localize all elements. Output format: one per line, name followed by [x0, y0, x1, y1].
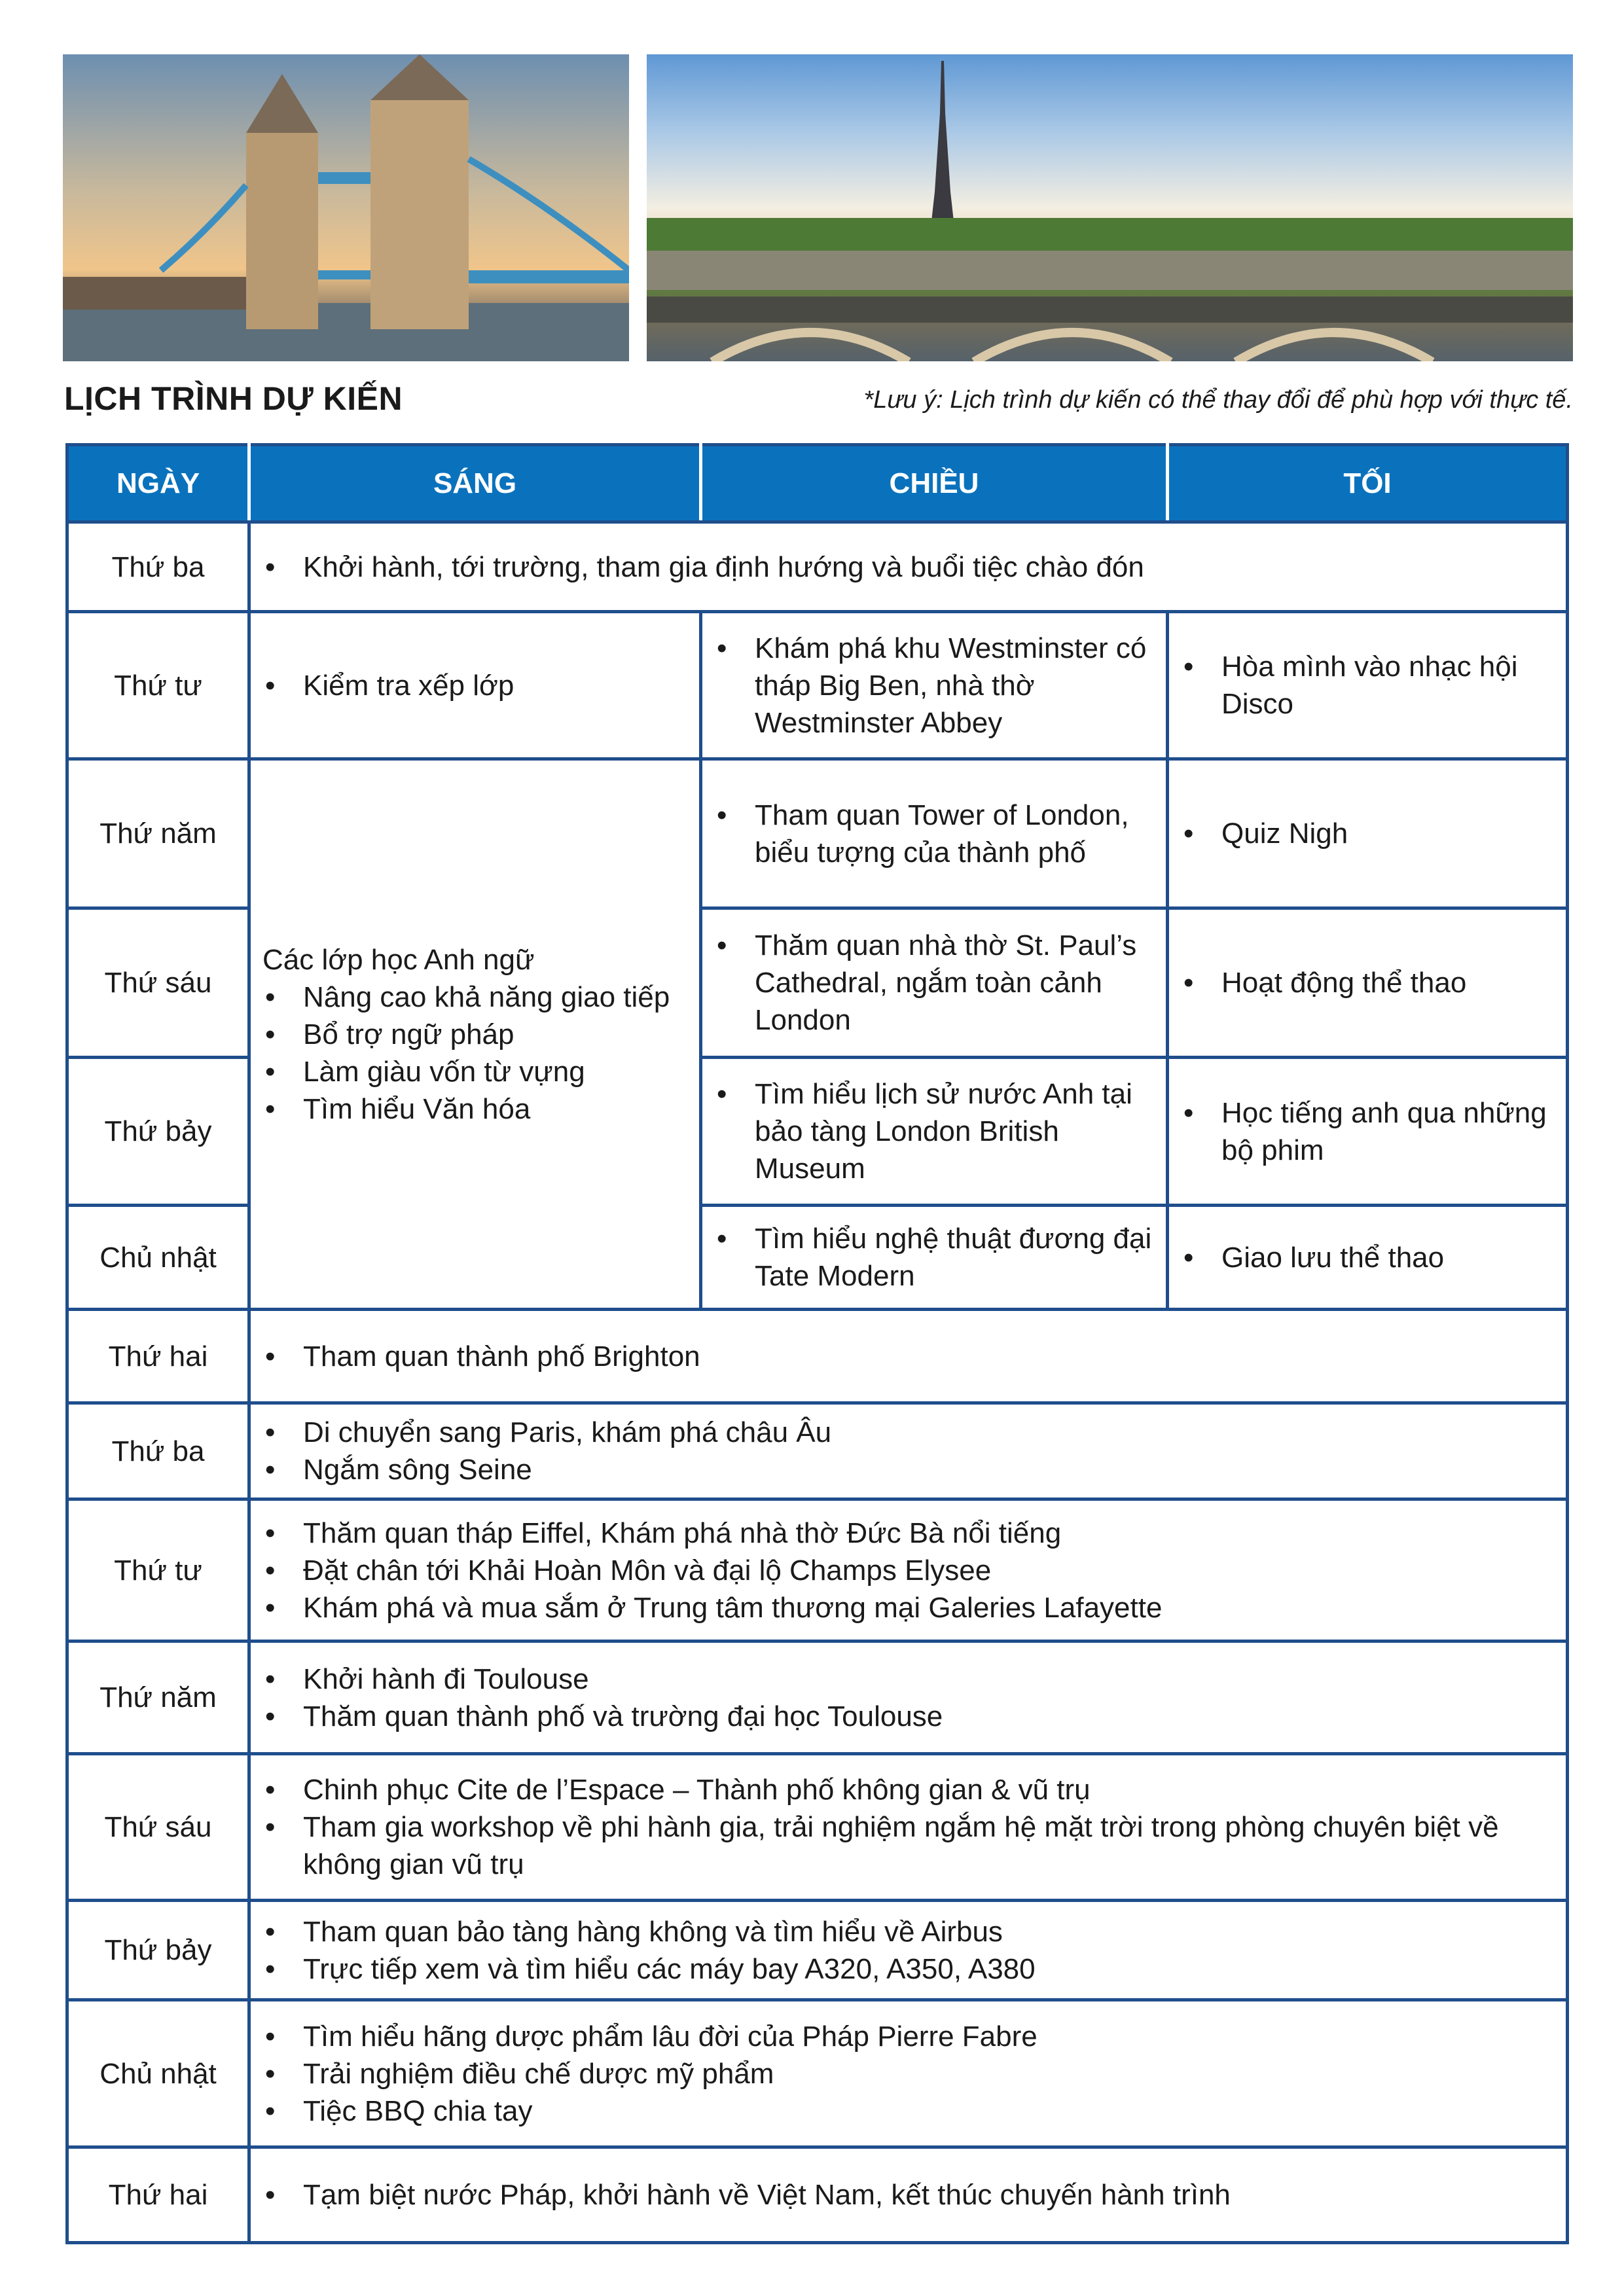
table-row: [67, 522, 1568, 612]
list-item: • Khởi hành, tới trường, tham gia định hướng và buổi tiệc chào đón: [262, 548, 1554, 586]
table-row: [67, 1641, 1568, 1754]
day-cell: Thứ năm: [67, 1641, 249, 1754]
table-row: [67, 1499, 1568, 1641]
activity-cell: [249, 2147, 1568, 2243]
afternoon-cell: [701, 1058, 1168, 1206]
list-item: • Học tiếng anh qua những bộ phim: [1181, 1094, 1554, 1169]
table-row: [67, 1310, 1568, 1403]
english-classes-heading: Các lớp học Anh ngữ: [262, 943, 535, 976]
table-row: [67, 1754, 1568, 1901]
activity-cell: [249, 2000, 1568, 2147]
day-cell: Chủ nhật: [67, 2000, 249, 2147]
table-row: [67, 2000, 1568, 2147]
list-item: • Tạm biệt nước Pháp, khởi hành về Việt Nam, kết thúc chuyến hành trình: [262, 2176, 1554, 2214]
activity-cell: [249, 1499, 1568, 1641]
list-item: • Tiệc BBQ chia tay: [262, 2092, 1554, 2130]
list-item: • Thăm quan thành phố và trường đại học Toulouse: [262, 1698, 1554, 1735]
list-item: • Làm giàu vốn từ vựng: [262, 1053, 687, 1090]
list-item: • Tìm hiểu Văn hóa: [262, 1090, 687, 1128]
list-item: • Hòa mình vào nhạc hội Disco: [1181, 648, 1554, 723]
morning-cell: [249, 612, 701, 759]
evening-cell: [1168, 1058, 1568, 1206]
activity-cell: [249, 522, 1568, 612]
day-cell: Thứ bảy: [67, 1901, 249, 2000]
activity-cell: [249, 1901, 1568, 2000]
day-cell: Thứ ba: [67, 522, 249, 612]
column-header-evening: TỐI: [1168, 445, 1568, 522]
list-item: • Quiz Nigh: [1181, 815, 1554, 852]
day-cell: Thứ năm: [67, 759, 249, 908]
list-item: • Khám phá khu Westminster có tháp Big Ben, nhà thờ Westminster Abbey: [714, 630, 1154, 742]
day-cell: Chủ nhật: [67, 1206, 249, 1310]
list-item: • Đặt chân tới Khải Hoàn Môn và đại lộ Champs Elysee: [262, 1552, 1554, 1589]
english-classes-cell: [249, 759, 701, 1310]
eiffel-tower-photo: [647, 54, 1573, 361]
list-item: • Tham gia workshop về phi hành gia, trải nghiệm ngắm hệ mặt trời trong phòng chuyên biệt về không gian vũ trụ: [262, 1808, 1554, 1883]
list-item: • Thăm quan tháp Eiffel, Khám phá nhà thờ Đức Bà nổi tiếng: [262, 1515, 1554, 1552]
list-item: • Ngắm sông Seine: [262, 1451, 1554, 1488]
evening-cell: [1168, 612, 1568, 759]
list-item: • Tìm hiểu hãng dược phẩm lâu đời của Pháp Pierre Fabre: [262, 2018, 1554, 2055]
table-row: [67, 1901, 1568, 2000]
afternoon-cell: [701, 612, 1168, 759]
afternoon-cell: [701, 1206, 1168, 1310]
afternoon-cell: [701, 759, 1168, 908]
page-title: LỊCH TRÌNH DỰ KIẾN: [64, 380, 403, 417]
list-item: • Khám phá và mua sắm ở Trung tâm thương mại Galeries Lafayette: [262, 1589, 1554, 1626]
activity-cell: [249, 1754, 1568, 1901]
list-item: • Tham quan Tower of London, biểu tượng của thành phố: [714, 797, 1154, 871]
activity-cell: [249, 1641, 1568, 1754]
day-cell: Thứ tư: [67, 1499, 249, 1641]
table-row: [67, 1403, 1568, 1499]
list-item: • Tham quan bảo tàng hàng không và tìm hiểu về Airbus: [262, 1913, 1554, 1950]
table-row: [67, 2147, 1568, 2243]
list-item: • Khởi hành đi Toulouse: [262, 1660, 1554, 1698]
table-header-row: [67, 445, 1568, 522]
evening-cell: [1168, 1206, 1568, 1310]
list-item: • Kiểm tra xếp lớp: [262, 667, 687, 704]
day-cell: Thứ sáu: [67, 908, 249, 1058]
list-item: • Tìm hiểu lịch sử nước Anh tại bảo tàng London British Museum: [714, 1075, 1154, 1187]
evening-cell: [1168, 759, 1568, 908]
column-header-morning: SÁNG: [249, 445, 701, 522]
day-cell: Thứ sáu: [67, 1754, 249, 1901]
schedule-note: *Lưu ý: Lịch trình dự kiến có thể thay đổi để phù hợp với thực tế.: [863, 386, 1573, 414]
afternoon-cell: [701, 908, 1168, 1058]
day-cell: Thứ ba: [67, 1403, 249, 1499]
activity-cell: [249, 1310, 1568, 1403]
table-row: [67, 612, 1568, 759]
schedule-table: [65, 443, 1569, 2244]
activity-cell: [249, 1403, 1568, 1499]
column-header-afternoon: CHIỀU: [701, 445, 1168, 522]
list-item: • Hoạt động thể thao: [1181, 964, 1554, 1001]
day-cell: Thứ tư: [67, 612, 249, 759]
tower-bridge-photo: [63, 54, 629, 361]
list-item: • Tham quan thành phố Brighton: [262, 1338, 1554, 1375]
list-item: • Giao lưu thể thao: [1181, 1239, 1554, 1276]
day-cell: Thứ hai: [67, 1310, 249, 1403]
list-item: • Thăm quan nhà thờ St. Paul’s Cathedral, ngắm toàn cảnh London: [714, 927, 1154, 1039]
day-cell: Thứ hai: [67, 2147, 249, 2243]
evening-cell: [1168, 908, 1568, 1058]
list-item: • Trải nghiệm điều chế dược mỹ phẩm: [262, 2055, 1554, 2092]
column-header-day: NGÀY: [67, 445, 249, 522]
list-item: • Bổ trợ ngữ pháp: [262, 1016, 687, 1053]
list-item: • Nâng cao khả năng giao tiếp: [262, 978, 687, 1016]
list-item: • Di chuyển sang Paris, khám phá châu Âu: [262, 1414, 1554, 1451]
table-row: [67, 759, 1568, 908]
list-item: • Trực tiếp xem và tìm hiểu các máy bay A320, A350, A380: [262, 1950, 1554, 1988]
list-item: • Chinh phục Cite de l’Espace – Thành phố không gian & vũ trụ: [262, 1771, 1554, 1808]
list-item: • Tìm hiểu nghệ thuật đương đại Tate Modern: [714, 1220, 1154, 1295]
day-cell: Thứ bảy: [67, 1058, 249, 1206]
